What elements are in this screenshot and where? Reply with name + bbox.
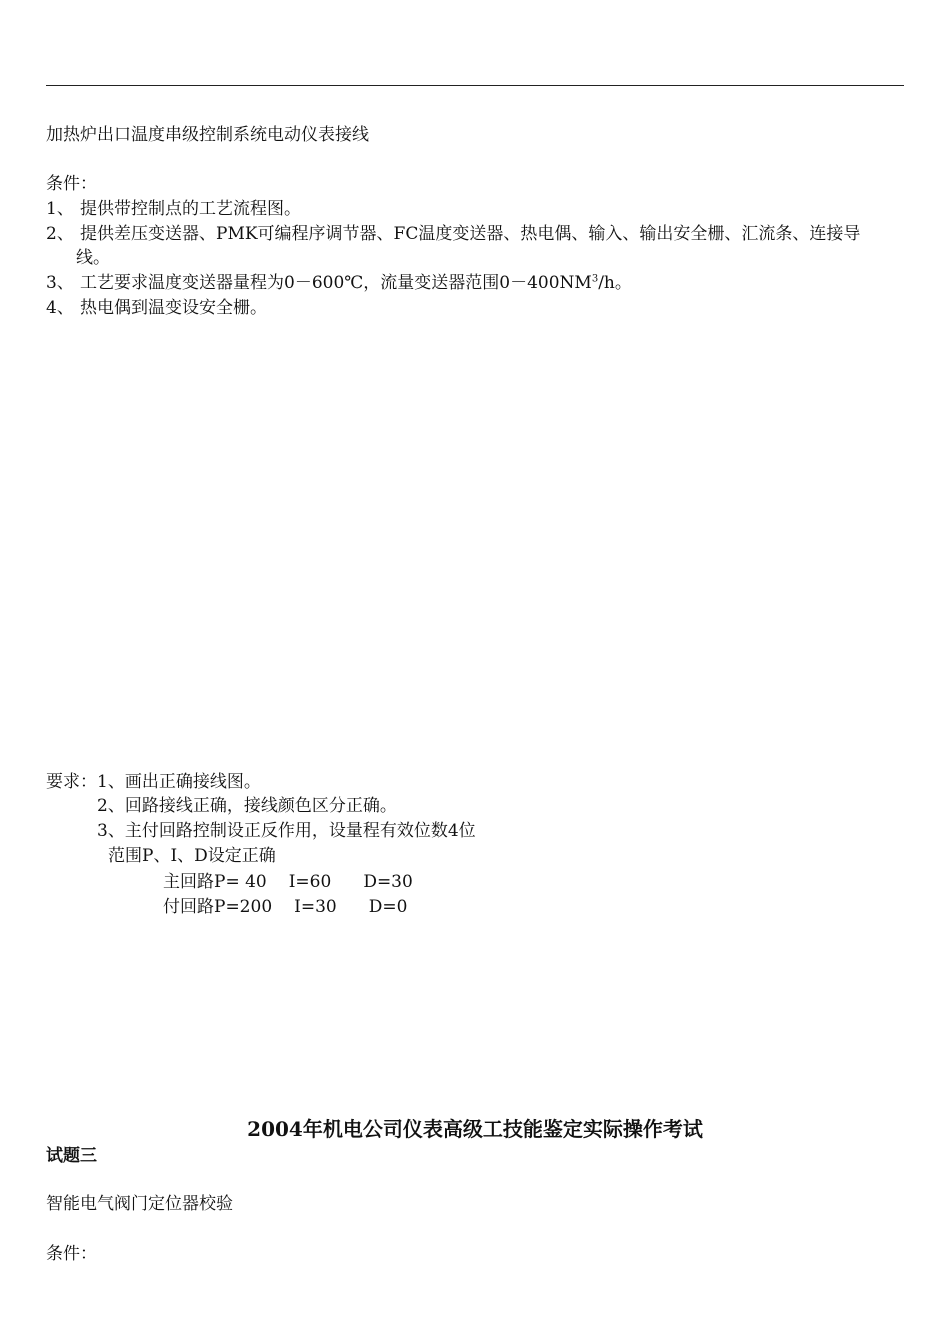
requirement-item: 3、主付回路控制设正反作用，设量程有效位数4位	[97, 821, 476, 841]
sub-loop-i: I=30	[294, 897, 337, 917]
main-loop-i: I=60	[288, 872, 332, 892]
condition-item	[46, 198, 301, 220]
condition-text-unit: /h。	[598, 273, 632, 293]
requirement-item: 2、回路接线正确，接线颜色区分正确。	[97, 796, 397, 816]
requirements-label: 要求：	[46, 772, 97, 792]
condition-number: 2、	[46, 224, 74, 244]
header-rule	[46, 85, 904, 86]
condition-text: 热电偶到温变设安全栅。	[80, 298, 267, 318]
sub-loop-p: 付回路P=200	[163, 897, 273, 917]
section-title: 加热炉出口温度串级控制系统电动仪表接线	[46, 125, 369, 145]
main-loop-p: 主回路P= 40	[163, 872, 267, 892]
range-line: 范围P、I、D设定正确	[108, 846, 276, 866]
condition-text: 提供差压变送器、PMK可编程序调节器、FC温度变送器、热电偶、输入、输出安全栅、汇流条、连接导	[80, 224, 861, 244]
condition-text: 工艺要求温度变送器量程为0－600℃，流量变送器范围0－400NM	[80, 273, 592, 293]
superscript: 3	[591, 273, 599, 285]
question-number: 试题三	[46, 1146, 97, 1166]
conditions-label: 条件：	[46, 174, 97, 194]
main-loop-d: D=30	[363, 872, 413, 892]
requirement-item	[46, 771, 261, 793]
condition-number: 3、	[46, 273, 74, 293]
condition-item	[46, 223, 860, 245]
condition-continuation: 线。	[76, 248, 110, 268]
conditions-label-2: 条件：	[46, 1244, 97, 1264]
main-loop-params	[163, 871, 413, 893]
question-title: 智能电气阀门定位器校验	[46, 1194, 233, 1214]
condition-item	[46, 297, 267, 319]
requirement-text: 1、画出正确接线图。	[97, 772, 261, 792]
condition-text: 提供带控制点的工艺流程图。	[80, 199, 301, 219]
exam-heading: 2004年机电公司仪表高级工技能鉴定实际操作考试	[247, 1117, 703, 1141]
sub-loop-d: D=0	[368, 897, 408, 917]
sub-loop-params	[163, 896, 407, 918]
condition-number: 1、	[46, 199, 74, 219]
condition-item	[46, 272, 632, 294]
condition-number: 4、	[46, 298, 74, 318]
